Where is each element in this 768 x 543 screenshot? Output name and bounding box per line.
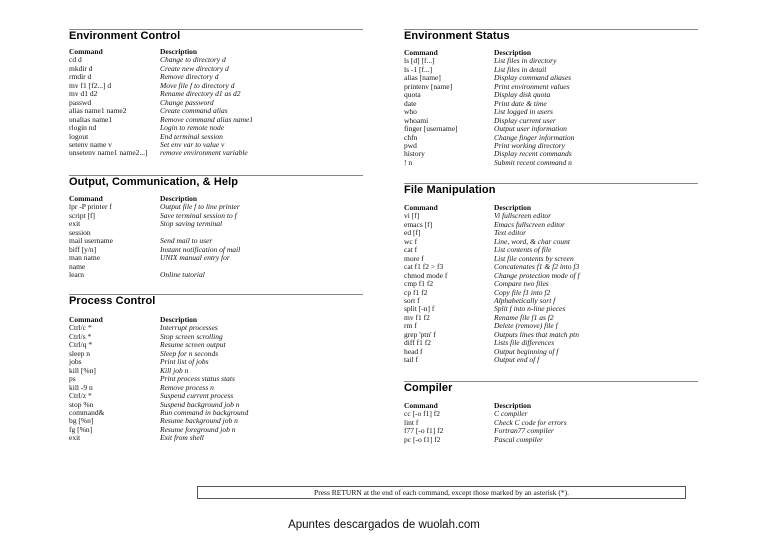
command-cell: Ctrl/q * [69,340,93,350]
watermark-text: Apuntes descargados de wuolah.com [288,519,480,531]
command-cell: unsetenv name1 name2...] [69,148,148,158]
description-cell: List contents of file [494,245,552,255]
command-cell: more f [404,253,424,263]
description-cell: Exit from shell [160,433,204,443]
description-cell: Suspend background job n [160,399,240,409]
command-cell: command& [69,407,105,417]
command-cell: sleep n [69,348,91,358]
command-cell: date [404,98,417,108]
description-cell: Copy file f1 into f2 [494,287,551,297]
table-row [404,348,580,356]
description-cell: Vi fullscreen editor [494,211,552,221]
command-cell: exit [69,433,81,443]
description-cell: Send mail to user [160,236,213,246]
footer-note: Press RETURN at the end of each command, except those marked by an asterisk (*). [197,486,686,499]
command-cell: tail f [404,355,418,365]
command-table [69,316,248,443]
description-cell: Rename directory d1 as d2 [160,89,241,99]
command-cell: head f [404,346,423,356]
description-cell: Stop screen scrolling [160,331,223,341]
description-cell: Display command aliases [494,73,572,83]
table-row [404,436,567,444]
description-cell: List files in directory [494,56,557,66]
command-cell: mkdir d [69,63,93,73]
description-cell: Resume background job n [160,416,238,426]
description-cell: Resume screen output [160,340,226,350]
description-cell: Create command alias [160,106,228,116]
command-cell: bg [%n] [69,416,94,426]
command-column-header: Command [69,194,103,203]
command-cell: rm f [404,321,417,331]
description-cell: Compare two files [494,279,549,289]
section-process-control [69,294,363,447]
command-table [404,49,574,167]
description-cell: Sleep for n seconds [160,348,219,358]
description-cell: Line, word, & char count [494,236,570,246]
command-cell: lint f [404,417,419,427]
description-cell: remove environment variable [160,148,248,158]
command-cell: mail username [69,236,113,246]
command-cell: exit [69,219,81,229]
section-title: Output, Communication, & Help [69,176,239,188]
description-cell: Kill job n [160,365,189,375]
description-cell: Save terminal session to f [160,210,237,220]
description-cell: Print date & time [494,98,547,108]
table-row [69,263,240,271]
command-cell: biff [y/n] [69,244,97,254]
description-cell: Print process status stats [160,374,235,384]
command-cell: name [69,261,86,271]
command-cell: unalias name1 [69,114,113,124]
command-cell: emacs [f] [404,219,433,229]
command-cell: chfn [404,132,418,142]
description-cell: Login to remote node [160,123,225,133]
description-cell: Display current user [494,115,556,125]
description-column-header: Description [160,194,198,203]
command-cell: logout [69,131,89,141]
command-cell: setenv name v [69,139,112,149]
command-cell: script [f] [69,210,96,220]
command-cell: cd d [69,55,82,65]
command-cell: printenv [name] [404,81,453,91]
table-row [69,358,248,366]
section-file-manipulation [404,183,698,369]
command-cell: session [69,227,91,237]
command-cell: whoami [404,115,429,125]
command-cell: cmp f1 f2 [404,279,434,289]
command-cell: history [404,149,425,159]
description-cell: Run command in background [160,407,249,417]
table-row [69,350,248,358]
command-table [69,48,253,158]
command-cell: fg [%n] [69,424,93,434]
description-cell: Text editor [494,228,527,238]
command-cell: split [-n] f [404,304,435,314]
command-cell: ! n [404,157,413,167]
command-cell: f77 [-o f1] f2 [404,426,444,436]
command-cell: passwd [69,97,92,107]
command-cell: mv f1 [f2...] d [69,80,112,90]
section-environment-status [404,29,698,171]
command-cell: Ctrl/c * [69,323,92,333]
command-cell: cat f [404,245,418,255]
table-row [69,271,240,279]
description-cell: Change to directory d [160,55,226,65]
command-column-header: Command [404,203,438,212]
table-row [69,254,240,262]
command-cell: kill -9 n [69,382,93,392]
command-cell: finger [username] [404,124,458,134]
command-cell: jobs [69,357,82,367]
command-column-header: Command [404,401,438,410]
command-cell: chmod mode f [404,270,448,280]
table-row [404,280,580,288]
command-cell: rlogin nd [69,123,97,133]
description-cell: Check C code for errors [494,417,567,427]
description-cell: Remove directory d [160,72,219,82]
description-cell: Interrupt processes [160,323,218,333]
table-row [404,238,580,246]
command-cell: grep 'ptn' f [404,329,436,339]
description-cell: Change password [160,97,214,107]
command-cell: alias [name] [404,73,441,83]
command-cell: pc [-o f1] f2 [404,434,441,444]
table-row [69,375,248,383]
section-output-communication-help [69,175,363,284]
description-column-header: Description [494,203,532,212]
description-cell: Online tutorial [160,270,205,280]
section-title: Process Control [69,295,156,307]
command-table [404,204,580,365]
command-cell: rmdir d [69,72,92,82]
description-column-header: Description [160,315,198,324]
description-cell: Output user information [494,124,567,134]
description-cell: Delete (remove) file f [494,321,558,331]
description-cell: Print list of jobs [160,357,209,367]
command-cell: vi [f] [404,211,420,221]
description-cell: Set env var to value v [160,139,225,149]
description-cell: Instant notification of mail [160,244,241,254]
description-column-header: Description [160,47,198,56]
description-cell: Stop saving terminal [160,219,223,229]
description-cell: Change protection mode of f [494,270,580,280]
description-cell: C compiler [494,409,528,419]
command-column-header: Command [69,47,103,56]
table-row [69,220,240,228]
command-table [69,195,240,280]
table-header-row [404,204,580,212]
description-cell: List logged in users [494,107,553,117]
description-column-header: Description [494,48,532,57]
command-cell: Ctrl/s * [69,331,92,341]
command-cell: diff f1 f2 [404,338,431,348]
description-cell: Print working directory [494,140,565,150]
description-cell: Alphabetically sort f [494,295,556,305]
description-cell: Output beginning of f [494,346,559,356]
command-column-header: Command [69,315,103,324]
description-cell: Fortran77 compiler [494,426,554,436]
description-cell: Output file f to line printer [160,202,240,212]
command-cell: ls [d] [f...] [404,56,435,66]
description-cell: List file contents by screen [494,253,574,263]
description-cell: UNIX manual entry for [160,253,230,263]
description-cell: Change finger information [494,132,575,142]
description-cell: Pascal compiler [494,434,543,444]
table-row [69,341,248,349]
description-cell: Remove command alias name1 [160,114,254,124]
description-cell: Create new directory d [160,63,229,73]
description-cell: Display recent commands [494,149,572,159]
description-cell: Suspend current process [160,391,234,401]
command-cell: who [404,107,417,117]
description-cell: Move file f to directory d [160,80,235,90]
command-cell: kill [%n] [69,365,96,375]
description-cell: Output end of f [494,355,540,365]
description-cell: Display disk quota [494,90,551,100]
description-cell: Submit recent command n [494,157,572,167]
table-row [69,426,248,434]
description-cell: Print environment values [494,81,570,91]
command-cell: mv f1 f2 [404,312,430,322]
description-cell: Lists file differences [494,338,555,348]
command-cell: lpr -P printer f [69,202,112,212]
section-title: Environment Status [404,30,510,42]
description-cell: Concatenates f1 & f2 into f3 [494,262,580,272]
description-cell: Emacs fullscreen editor [494,219,565,229]
command-cell: quota [404,90,421,100]
table-row [404,91,574,99]
description-cell: List files in detail [494,64,547,74]
description-cell: Remove process n [160,382,214,392]
command-cell: ls -1 [f...] [404,64,433,74]
section-title: Environment Control [69,30,181,42]
table-row [69,149,253,157]
command-cell: ed [f] [404,228,421,238]
command-cell: sort f [404,295,420,305]
command-column-header: Command [404,48,438,57]
description-cell: Rename file f1 as f2 [494,312,554,322]
command-cell: cat f1 f2 > f3 [404,262,444,272]
description-cell: Outputs lines that match ptn [494,329,579,339]
description-cell: Split f into n-line pieces [494,304,566,314]
section-title: Compiler [404,382,453,394]
section-title: File Manipulation [404,184,496,196]
section-environment-control [69,29,363,162]
command-cell: wc f [404,236,418,246]
description-column-header: Description [494,401,532,410]
command-cell: cp f1 f2 [404,287,428,297]
command-table [404,402,567,444]
command-cell: man name [69,253,101,263]
command-cell: learn [69,270,84,280]
table-header-row [69,316,248,324]
table-row [404,221,580,229]
command-cell: ps [69,374,76,384]
description-cell: Resume foreground job n [160,424,236,434]
description-cell: End terminal session [160,131,223,141]
command-cell: Ctrl/z * [69,391,92,401]
command-cell: cc [-o f1] f2 [404,409,441,419]
command-cell: stop %n [69,399,94,409]
table-row [404,159,574,167]
command-cell: mv d1 d2 [69,89,98,99]
section-compiler [404,381,698,448]
table-row [404,356,580,364]
table-row [69,434,248,442]
command-cell: alias name1 name2 [69,106,127,116]
command-cell: pwd [404,140,417,150]
